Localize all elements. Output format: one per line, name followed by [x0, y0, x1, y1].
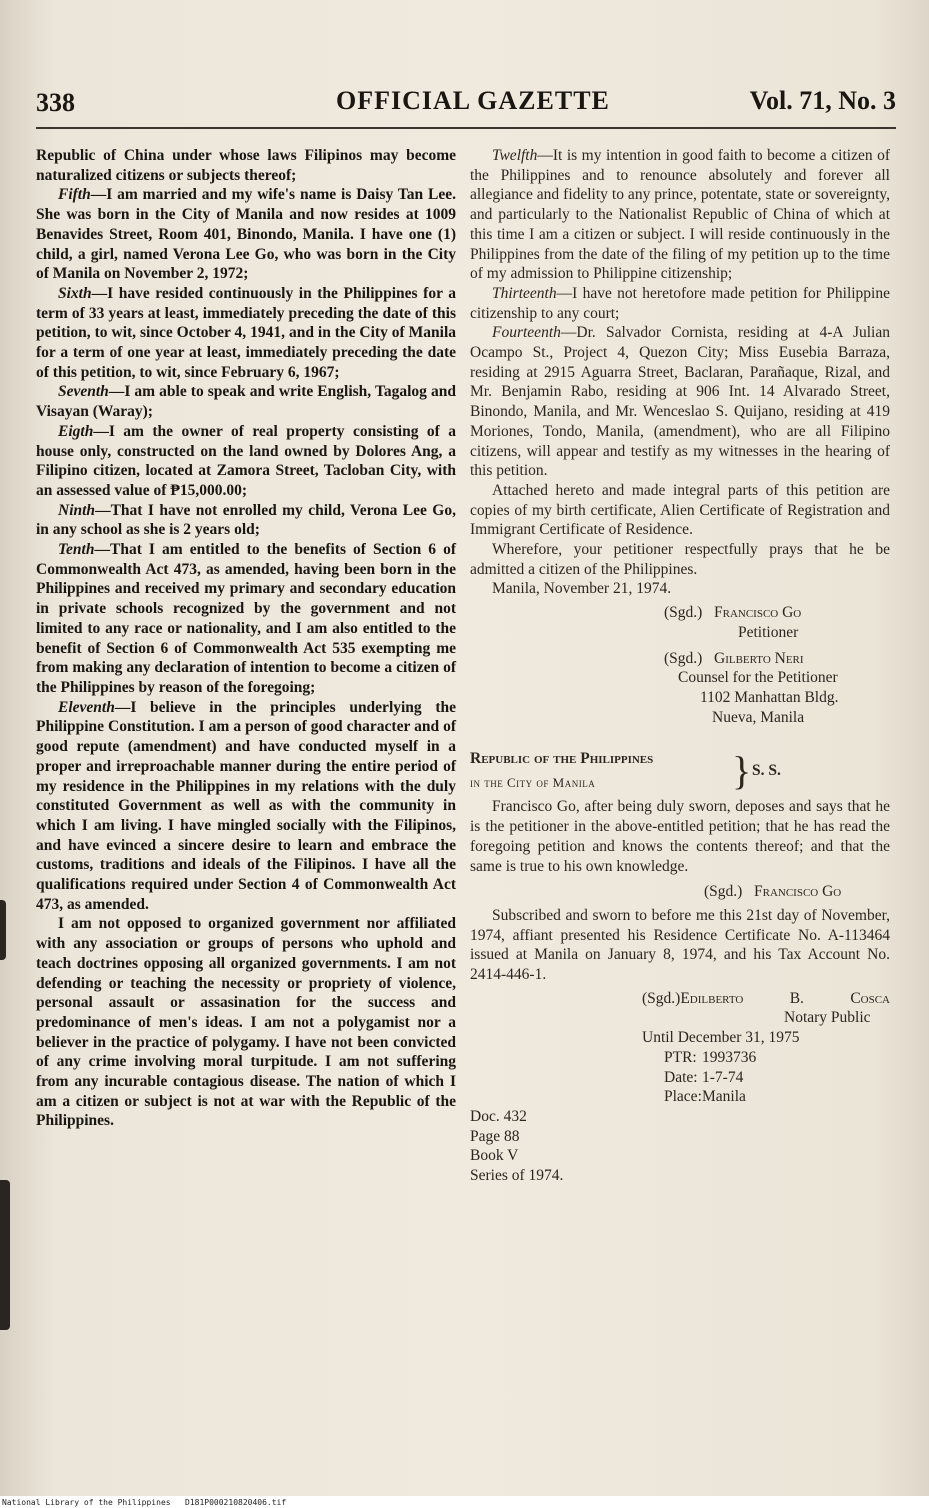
paragraph-seventh: Seventh—I am able to speak and write English, Tagalog and Visayan (Waray);: [36, 383, 456, 421]
paragraph-ninth: Ninth—That I have not enrolled my child, Verona Lee Go, in any school as she is 2 years old;: [36, 501, 456, 539]
paragraph-thirteenth: Thirteenth—I have not heretofore made petition for Philippine citizenship to any court;: [470, 284, 890, 322]
publication-title: OFFICIAL GAZETTE: [336, 86, 610, 115]
paragraph: Attached hereto and made integral parts of this petition are copies of my birth certificate, Alien Certificate of Registration and Immigrant Certificate of Residence.: [470, 481, 890, 539]
signature-counsel: (Sgd.) Gilberto Neri Counsel for the Petitioner 1102 Manhattan Bldg. Nueva, Manila: [664, 649, 839, 726]
signature-petitioner: (Sgd.) Francisco Go Petitioner: [664, 604, 802, 641]
scan-credit: National Library of the Philippines D181P000210820406.tif: [2, 1498, 287, 1507]
oath-paragraph: Francisco Go, after being duly sworn, deposes and says that he is the petitioner in the above-entitled petition; that he has read the foregoing petition and knows the contents thereof; and that the same is true to his own knowledge.: [470, 798, 890, 875]
paragraph: Republic of China under whose laws Filipinos may become naturalized citizens or subjects thereof;: [36, 147, 456, 184]
paragraph-eighth: Eigth—I am the owner of real property consisting of a house only, constructed on the land owned by Dolores Ang, a Filipino citizen, located at Zamora Street, Tacloban City, with an assessed value of ₱15,000.00;: [36, 422, 456, 499]
paragraph-fifth: Fifth—I am married and my wife's name is Daisy Tan Lee. She was born in the City of Manila and now resides at 1009 Benavides Street, Room 401, Binondo, Manila. I have one (1) child, a girl, named Verona Lee Go, who was born in the City of Manila on November 2, 1972;: [36, 186, 456, 283]
right-column: [470, 146, 890, 1186]
subscribed-paragraph: Subscribed and sworn to before me this 21st day of November, 1974, affiant presented his Residence Certificate No. A-113464 issued at Manila on January 8, 1974, and his Tax Account No. 2414-446-1.: [470, 906, 890, 984]
volume-number: Vol. 71, No. 3: [749, 86, 896, 115]
paragraph-tenth: Tenth—That I am entitled to the benefits of Section 6 of Commonwealth Act 473, as amended, having been born in the Philippines and received my primary and secondary education in private schools recognized by the government and not limited to any race or nationality, and I am also entitled to the benefit of Section 6 of Commonwealth Act 535 exempting me from making any declaration of intention to become a citizen of the Philippines by reason of the foregoing;: [36, 541, 456, 696]
paragraph-sixth: Sixth—I have resided continuously in the Philippines for a term of 33 years at least, immediately preceding the date of this petition, to wit, since October 4, 1941, and in the City of Manila for a term of one year at least, immediately preceding the date of this petition, to wit, since February 6, 1967;: [36, 284, 456, 381]
header-rule: [36, 127, 896, 129]
scan-edge-mark: [0, 1180, 10, 1330]
signature-affiant: (Sgd.) Francisco Go: [704, 883, 842, 901]
scan-edge-mark: [0, 900, 6, 960]
left-column: [36, 146, 456, 1131]
paragraph-fourteenth: Fourteenth—Dr. Salvador Cornista, residing at 4-A Julian Ocampo St., Project 4, Quezon City; Miss Eusebia Barraza, residing at 2915 Aguarra Street, Baclaran, Parañaque, Rizal, and Mr. Benjamin Rabo, residing at 906 Int. 14 Alvarado Street, Binondo, Manila, and Mr. Wenceslao S. Quijano, residing at 419 Moriones, Tondo, Manila, (amendment), who are all Filipino citizens, will appear and testify as my witnesses in the hearing of this petition.: [470, 324, 890, 480]
page-header: [36, 86, 896, 126]
paragraph-twelfth: Twelfth—It is my intention in good faith to become a citizen of the Philippines and to renounce absolutely and forever all allegiance and fidelity to any prince, potentate, state or sovereignty, and particularly to the Nationalist Republic of China of which at this time I am a citizen or subject. I will reside continuously in the Philippines from the date of the filing of my petition up to the time of my admission to Philippine citizenship;: [470, 147, 890, 283]
page-number: 338: [36, 88, 75, 117]
notary-details: Until December 31, 1975 PTR: 1993736 Date: 1-7-74 Place:Manila: [642, 1029, 800, 1106]
doc-reference: Doc. 432 Page 88 Book V Series of 1974.: [470, 1107, 564, 1185]
venue-block: Republic of the Philippines in the City of Manila } S. S.: [470, 748, 781, 794]
brace: }: [732, 748, 752, 794]
paragraph: I am not opposed to organized government nor affiliated with any association or groups of persons who uphold and teach doctrines opposing all organized governments. I am not defending or teaching the necessity or propriety of violence, personal assault or assasination for the success and predominance of men's ideas. I am not a polygamist nor a believer in the practice of polygamy. I have not been convicted of any crime involving moral turpitude. I am not suffering from any incurable contagious disease. The nation of which I am a citizen or subject is not at war with the Republic of the Philippines.: [36, 915, 456, 1130]
signature-notary: (Sgd.)Edilberto B. Cosca Notary Public: [642, 989, 890, 1027]
date-line: Manila, November 21, 1974.: [492, 580, 672, 598]
paragraph: Wherefore, your petitioner respectfully prays that he be admitted a citizen of the Philippines.: [470, 541, 890, 578]
paragraph-eleventh: Eleventh—I believe in the principles underlying the Philippine Constitution. I am a person of good character and of good repute (amendment) and have conducted myself in a proper and irreproachable manner during the entire period of my residence in the Philippines in my relations with the duly constituted Government as well as with the community in which I am living. I have mingled socially with the Filipinos, and have evinced a sincere desire to learn and embrace the customs, traditions and ideals of the Filipinos. I have all the qualifications required under Section 4 of Commonwealth Act 473, as amended.: [36, 698, 456, 913]
